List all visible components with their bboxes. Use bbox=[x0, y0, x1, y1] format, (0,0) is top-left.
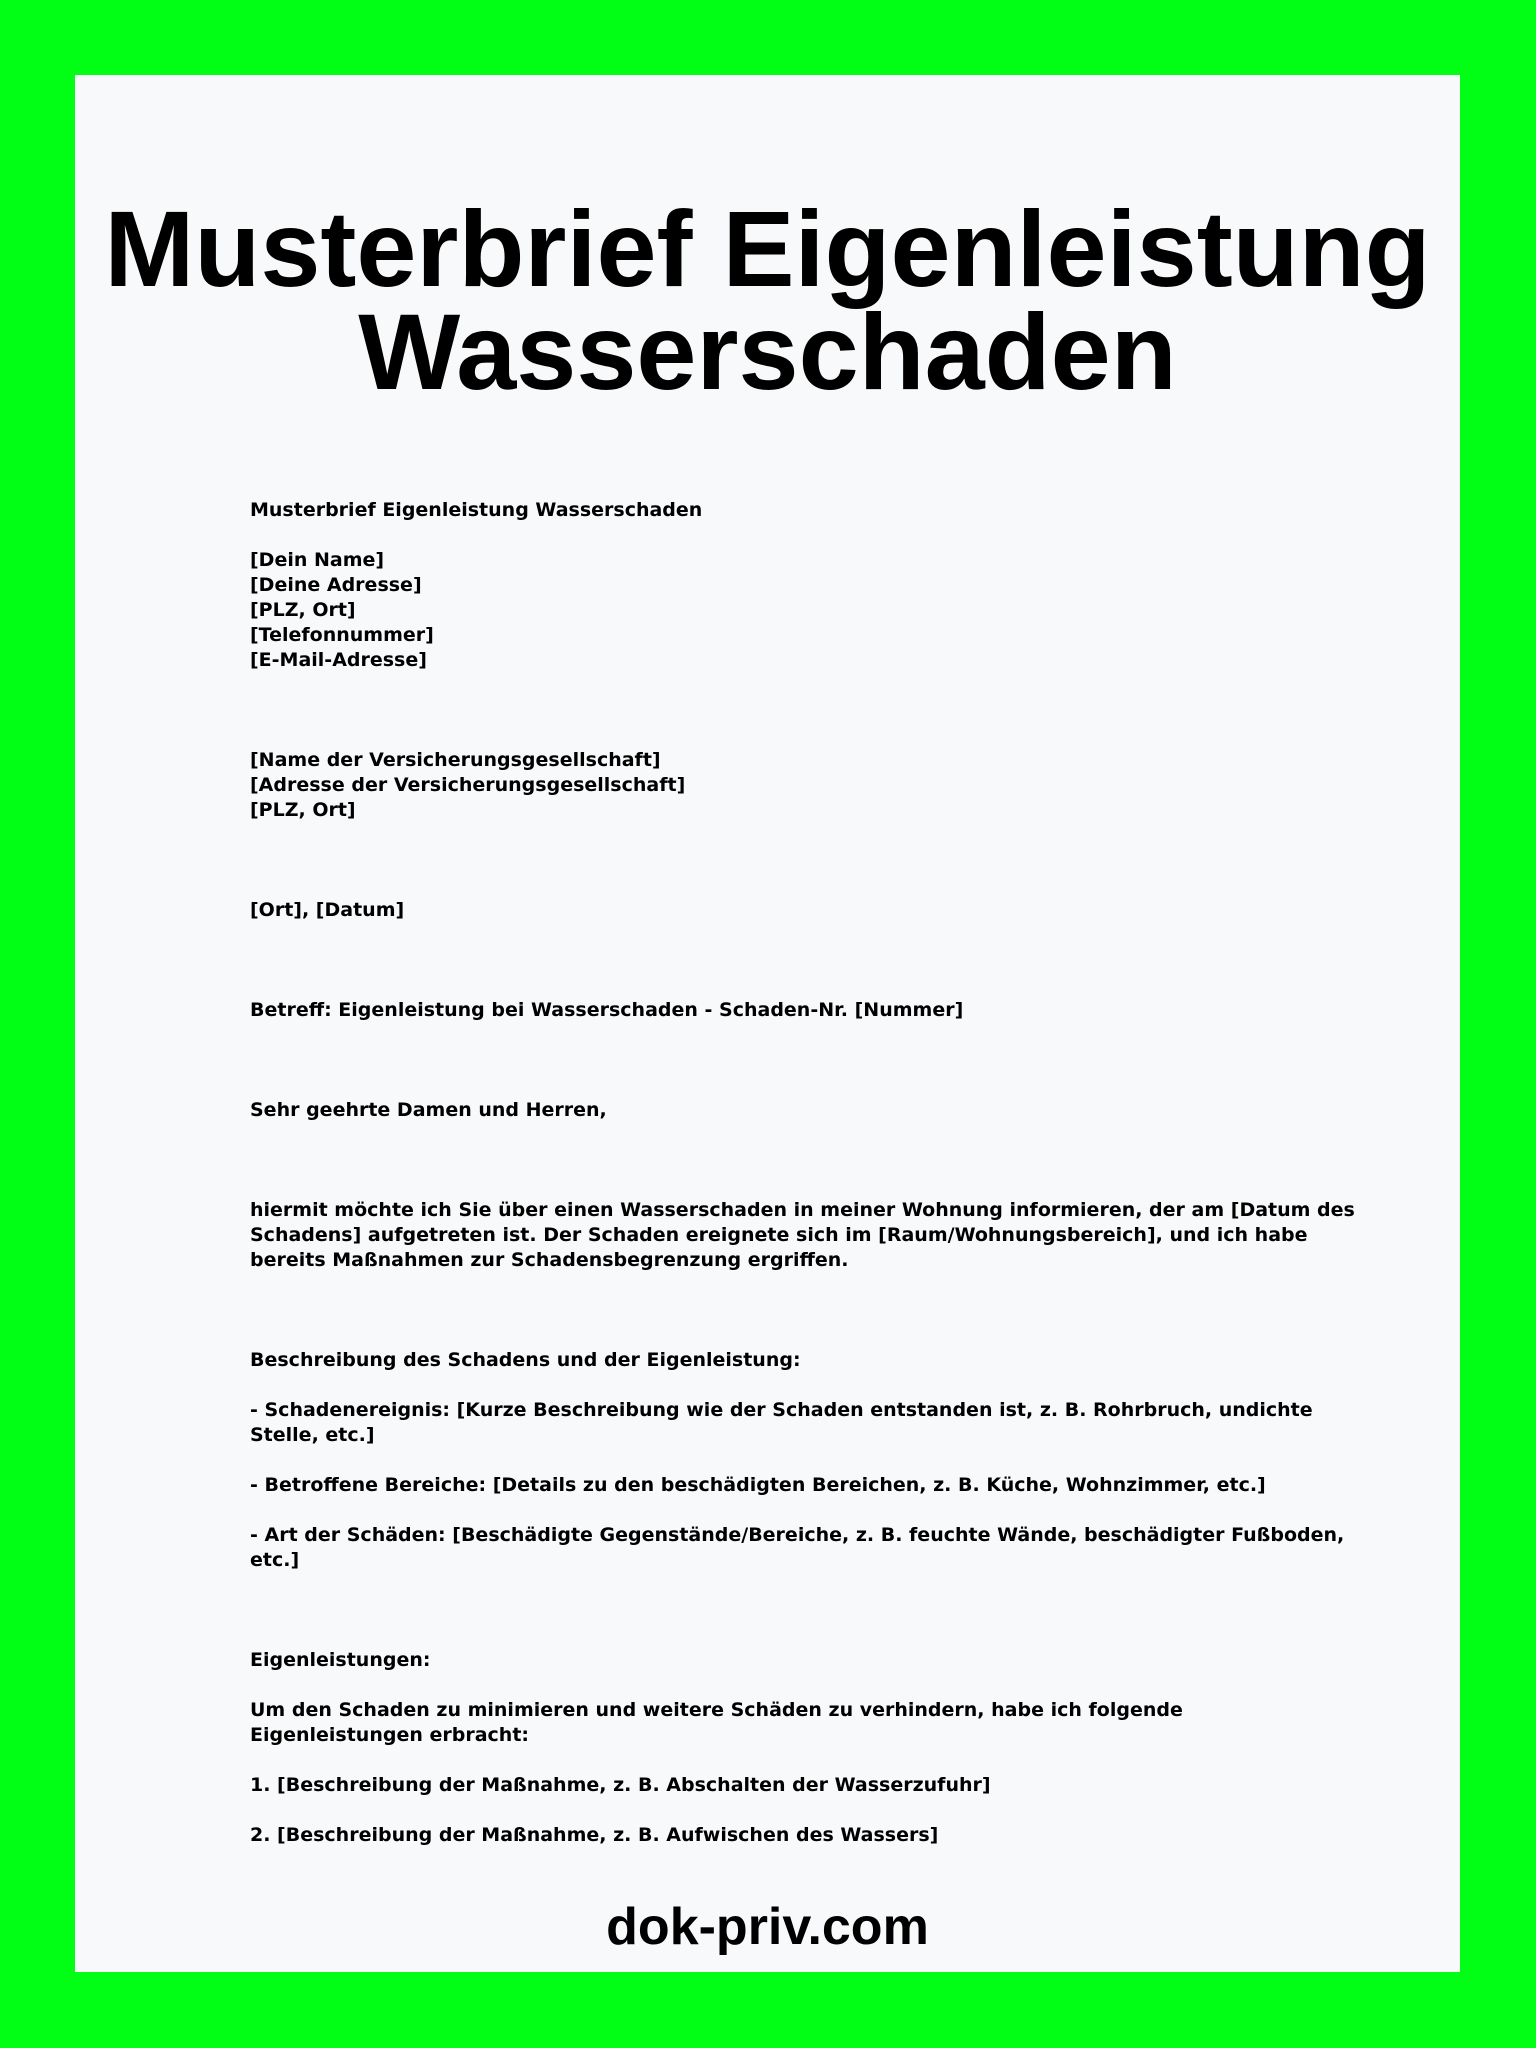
page-title bbox=[75, 188, 1460, 412]
subject-line: Betreff: Eigenleistung bei Wasserschaden - Schaden-Nr. [Nummer] bbox=[250, 999, 964, 1021]
letter-heading: Musterbrief Eigenleistung Wasserschaden bbox=[250, 499, 703, 521]
own-work-item: 2. [Beschreibung der Maßnahme, z. B. Aufwischen des Wassers] bbox=[250, 1824, 939, 1846]
recipient-block bbox=[250, 748, 1360, 823]
sender-address: [Deine Adresse] bbox=[250, 574, 422, 596]
page-title-line-1: Musterbrief Eigenleistung bbox=[104, 188, 1431, 309]
sender-name: [Dein Name] bbox=[250, 549, 385, 571]
letter-body bbox=[250, 498, 1360, 1848]
description-item: - Betroffene Bereiche: [Details zu den beschädigten Bereichen, z. B. Küche, Wohnzimmer, etc.] bbox=[250, 1474, 1266, 1496]
own-work-item: 1. [Beschreibung der Maßnahme, z. B. Abschalten der Wasserzufuhr] bbox=[250, 1774, 991, 1796]
description-heading: Beschreibung des Schadens und der Eigenleistung: bbox=[250, 1349, 801, 1371]
document-page bbox=[75, 75, 1460, 1972]
own-work-intro: Um den Schaden zu minimieren und weitere Schäden zu verhindern, habe ich folgende Eigenleistungen erbracht: bbox=[250, 1699, 1190, 1746]
sender-block bbox=[250, 548, 1360, 673]
description-item: - Art der Schäden: [Beschädigte Gegenstände/Bereiche, z. B. feuchte Wände, beschädigter Fußboden, etc.] bbox=[250, 1524, 1351, 1571]
intro-paragraph: hiermit möchte ich Sie über einen Wasserschaden in meiner Wohnung informieren, der am [Datum des Schadens] aufgetreten ist. Der Schaden ereignete sich im [Raum/Wohnungsbereich], und ich habe bereits Maßnahmen zur Schadensbegrenzung ergriffen. bbox=[250, 1199, 1362, 1271]
own-work-heading: Eigenleistungen: bbox=[250, 1649, 431, 1671]
place-date: [Ort], [Datum] bbox=[250, 899, 405, 921]
site-footer: dok-priv.com bbox=[606, 1898, 929, 1956]
sender-email: [E-Mail-Adresse] bbox=[250, 649, 427, 671]
page-title-line-2: Wasserschaden bbox=[358, 291, 1177, 412]
salutation: Sehr geehrte Damen und Herren, bbox=[250, 1099, 607, 1121]
description-item: - Schadenereignis: [Kurze Beschreibung wie der Schaden entstanden ist, z. B. Rohrbruch, undichte Stelle, etc.] bbox=[250, 1399, 1320, 1446]
recipient-postcode-city: [PLZ, Ort] bbox=[250, 799, 356, 821]
recipient-address: [Adresse der Versicherungsgesellschaft] bbox=[250, 774, 686, 796]
sender-phone: [Telefonnummer] bbox=[250, 624, 434, 646]
recipient-name: [Name der Versicherungsgesellschaft] bbox=[250, 749, 661, 771]
sender-postcode-city: [PLZ, Ort] bbox=[250, 599, 356, 621]
